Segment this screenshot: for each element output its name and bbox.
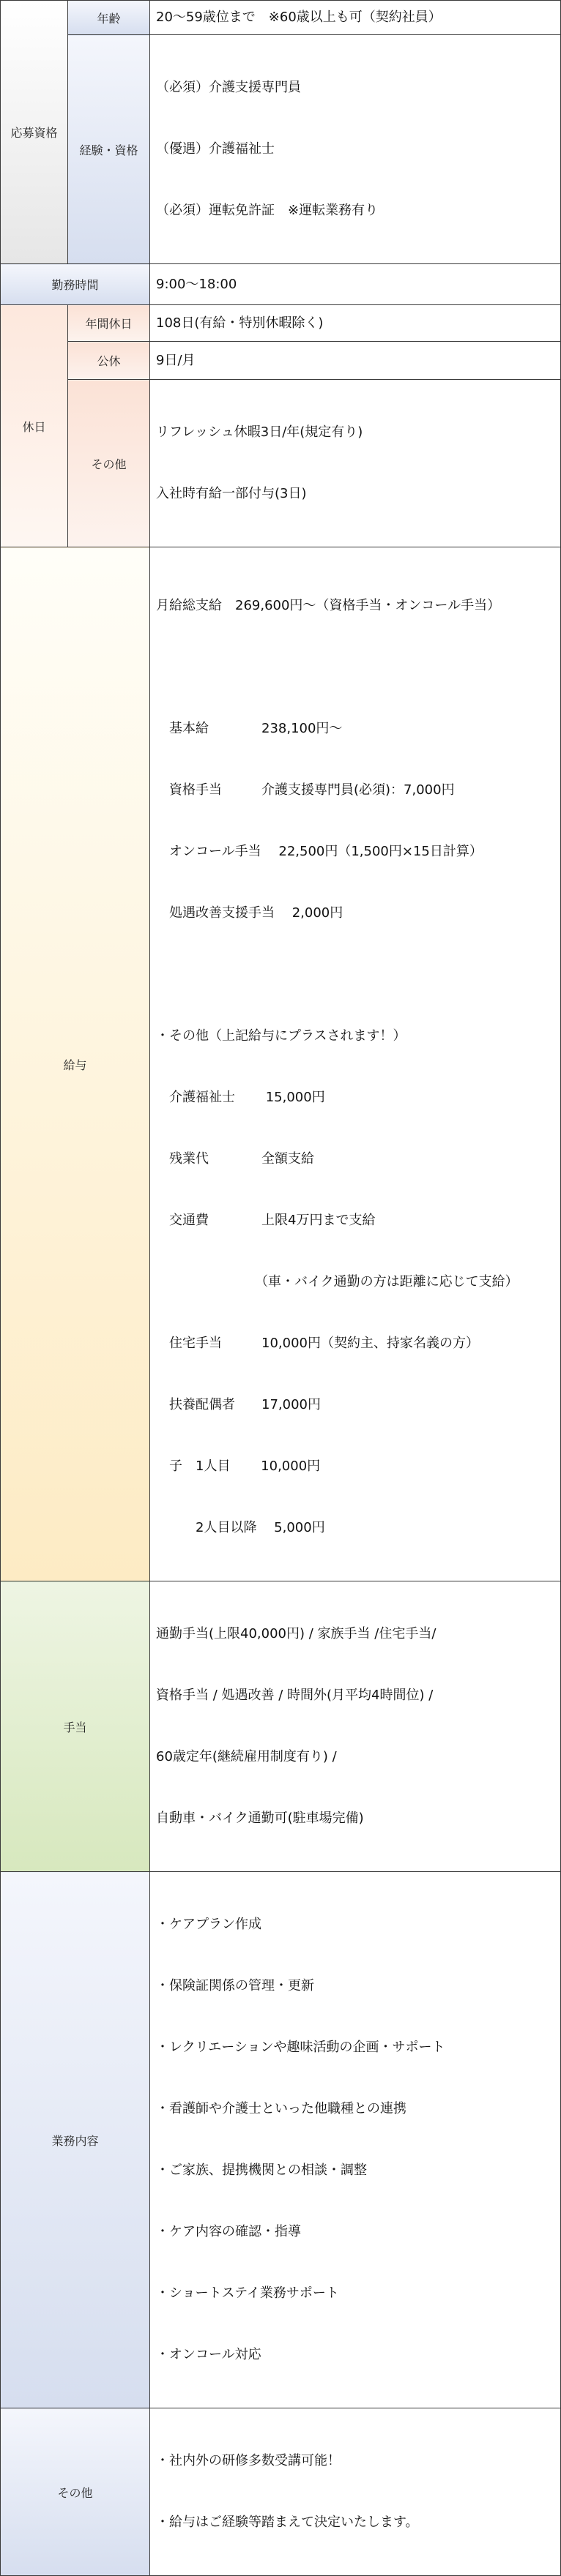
- salary-line: オンコール手当 22,500円（1,500円×15日計算）: [156, 844, 483, 859]
- salary-line: [156, 657, 560, 678]
- experience-line: （必須）運転免許証 ※運転業務有り: [156, 203, 379, 218]
- allowance-line: 資格手当 / 処遇改善 / 時間外(月平均4時間位) /: [156, 1688, 434, 1703]
- other-line: ・社内外の研修多数受講可能！: [156, 2453, 341, 2468]
- salary-line: 月給総支給 269,600円～（資格手当・オンコール手当）: [156, 598, 501, 613]
- other-holidays-line: 入社時有給一部付与(3日): [156, 486, 307, 501]
- other-label: その他: [1, 2408, 150, 2576]
- holidays-label: 休日: [1, 305, 68, 547]
- experience-line: （必須）介護支援専門員: [156, 80, 301, 95]
- salary-line: 基本給 238,100円～: [156, 721, 343, 736]
- experience-line: （優遇）介護福祉士: [156, 141, 275, 157]
- public-holidays-label: 公休: [68, 342, 150, 380]
- duties-line: ・ケア内容の確認・指導: [156, 2224, 301, 2239]
- salary-line: 住宅手当 10,000円（契約主、持家名義の方）: [156, 1336, 479, 1351]
- salary-line: [156, 965, 560, 985]
- other-holidays-line: リフレッシュ休暇3日/年(規定有り): [156, 424, 363, 440]
- other-line: ・給与はご経験等踏まえて決定いたします。: [156, 2515, 419, 2530]
- public-holidays-value: 9日/月: [150, 342, 561, 380]
- salary-line: 資格手当 介護支援専門員(必須)：7,000円: [156, 782, 455, 798]
- duties-value: [150, 1872, 561, 2408]
- allowance-label: 手当: [1, 1581, 150, 1872]
- hours-value: 9:00～18:00: [150, 264, 561, 305]
- salary-line: 子 1人目 10,000円: [156, 1459, 321, 1474]
- salary-line: 交通費 上限4万円まで支給: [156, 1213, 376, 1228]
- duties-line: ・レクリエーションや趣味活動の企画・サポート: [156, 2040, 445, 2055]
- duties-line: ・保険証関係の管理・更新: [156, 1978, 314, 1993]
- experience-value: [150, 35, 561, 264]
- age-value: 20～59歳位まで ※60歳以上も可（契約社員）: [150, 1, 561, 35]
- hours-label: 勤務時間: [1, 264, 150, 305]
- annual-holidays-value: 108日(有給・特別休暇除く): [150, 305, 561, 342]
- duties-line: ・ご家族、提携機関との相談・調整: [156, 2163, 367, 2178]
- duties-line: ・ケアプラン作成: [156, 1917, 261, 1932]
- duties-line: ・オンコール対応: [156, 2347, 261, 2362]
- other-value: [150, 2408, 561, 2576]
- salary-line: 残業代 全額支給: [156, 1151, 314, 1167]
- duties-line: ・ショートステイ業務サポート: [156, 2285, 339, 2301]
- salary-line: 処遇改善支援手当 2,000円: [156, 905, 343, 921]
- age-label: 年齢: [68, 1, 150, 35]
- other-holidays-label: その他: [68, 380, 150, 547]
- salary-value: [150, 547, 561, 1581]
- annual-holidays-label: 年間休日: [68, 305, 150, 342]
- qualification-label: 応募資格: [1, 1, 68, 264]
- other-holidays-value: [150, 380, 561, 547]
- salary-line: （車・バイク通勤の方は距離に応じて支給）: [156, 1274, 519, 1289]
- salary-label: 給与: [1, 547, 150, 1581]
- salary-line: ・その他（上記給与にプラスされます！）: [156, 1028, 406, 1044]
- experience-label: 経験・資格: [68, 35, 150, 264]
- allowance-line: 60歳定年(継続雇用制度有り) /: [156, 1749, 337, 1764]
- salary-line: 介護福祉士 15,000円: [156, 1090, 325, 1105]
- allowance-line: 自動車・バイク通勤可(駐車場完備): [156, 1811, 364, 1826]
- salary-line: 2人目以降 5,000円: [156, 1520, 325, 1535]
- duties-label: 業務内容: [1, 1872, 150, 2408]
- duties-line: ・看護師や介護士といった他職種との連携: [156, 2101, 406, 2116]
- salary-line: 扶養配偶者 17,000円: [156, 1397, 321, 1412]
- allowance-line: 通勤手当(上限40,000円) / 家族手当 /住宅手当/: [156, 1626, 436, 1641]
- allowance-value: [150, 1581, 561, 1872]
